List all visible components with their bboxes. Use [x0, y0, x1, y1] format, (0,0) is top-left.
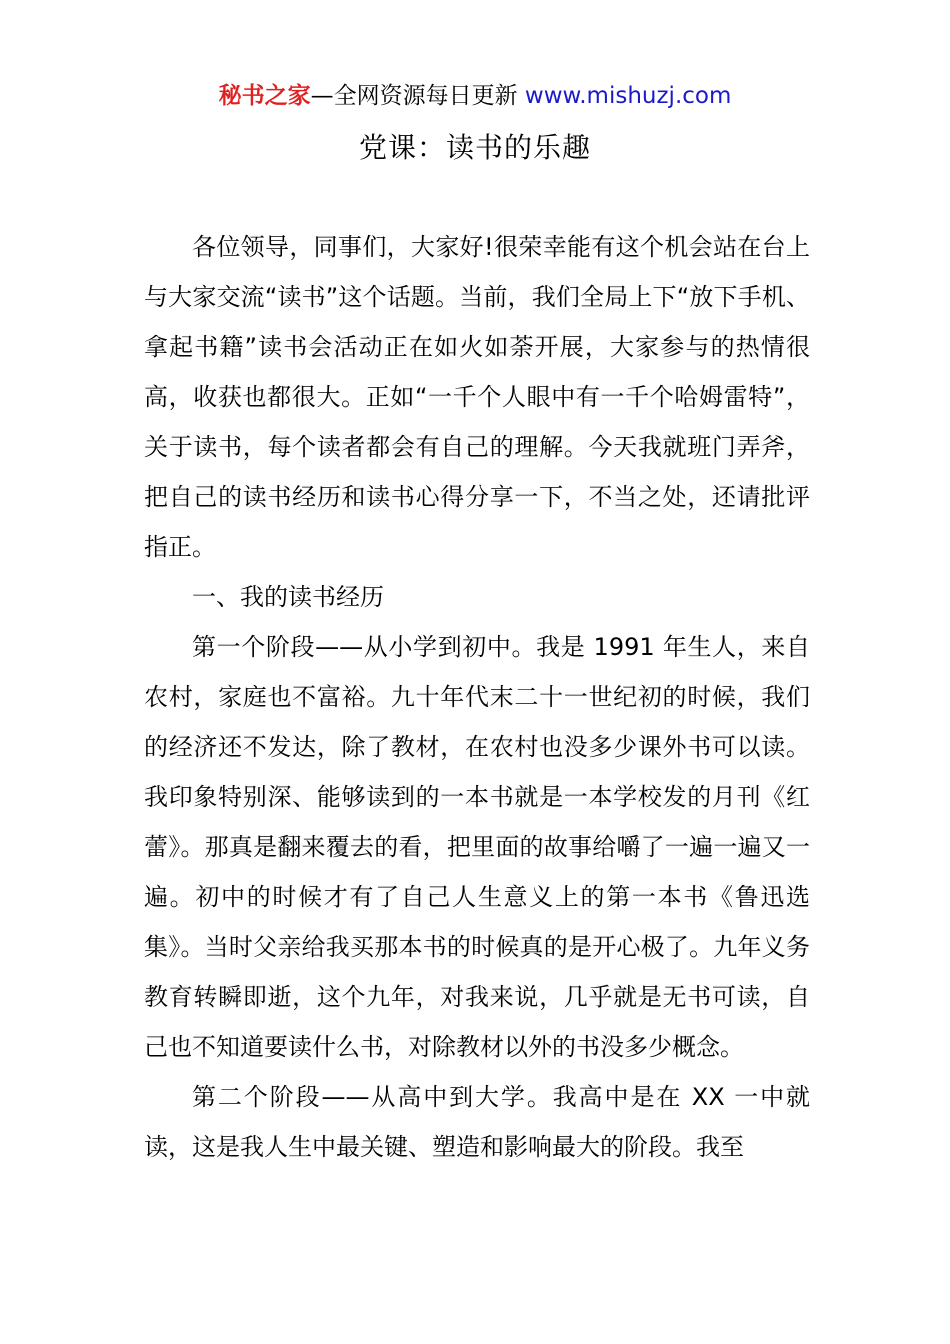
- paragraph-stage-one: 第一个阶段——从小学到初中。我是 1991 年生人，来自农村，家庭也不富裕。九十年代末二十一世纪初的时候，我们的经济还不发达，除了教材，在农村也没多少课外书可以读。我印象特别深、能够读到的一本书就是一本学校发的月刊《红蕾》。那真是翻来覆去的看，把里面的故事给嚼了一遍一遍又一遍。初中的时候才有了自己人生意义上的第一本书《鲁迅选集》。当时父亲给我买那本书的时候真的是开心极了。九年义务教育转瞬即逝，这个九年，对我来说，几乎就是无书可读，自己也不知道要读什么书，对除教材以外的书没多少概念。: [144, 633, 810, 1061]
- paragraph-stage-two: 第二个阶段——从高中到大学。我高中是在 XX 一中就读，这是我人生中最关键、塑造和影响最大的阶段。我至: [144, 1083, 810, 1161]
- site-tagline: —全网资源每日更新: [310, 83, 525, 109]
- site-url-link[interactable]: www.mishuzj.com: [524, 83, 732, 109]
- document-body: [144, 222, 810, 1172]
- site-brand: 秘书之家: [218, 83, 311, 109]
- site-header: [0, 80, 950, 112]
- section-heading: 一、我的读书经历: [192, 583, 384, 611]
- document-title: 党课：读书的乐趣: [358, 131, 591, 164]
- paragraph-opening: 各位领导，同事们，大家好!很荣幸能有这个机会站在台上与大家交流“读书”这个话题。当前，我们全局上下“放下手机、拿起书籍”读书会活动正在如火如荼开展，大家参与的热情很高，收获也都很大。正如“一千个人眼中有一千个哈姆雷特”，关于读书，每个读者都会有自己的理解。今天我就班门弄斧，把自己的读书经历和读书心得分享一下，不当之处，还请批评指正。: [144, 233, 810, 561]
